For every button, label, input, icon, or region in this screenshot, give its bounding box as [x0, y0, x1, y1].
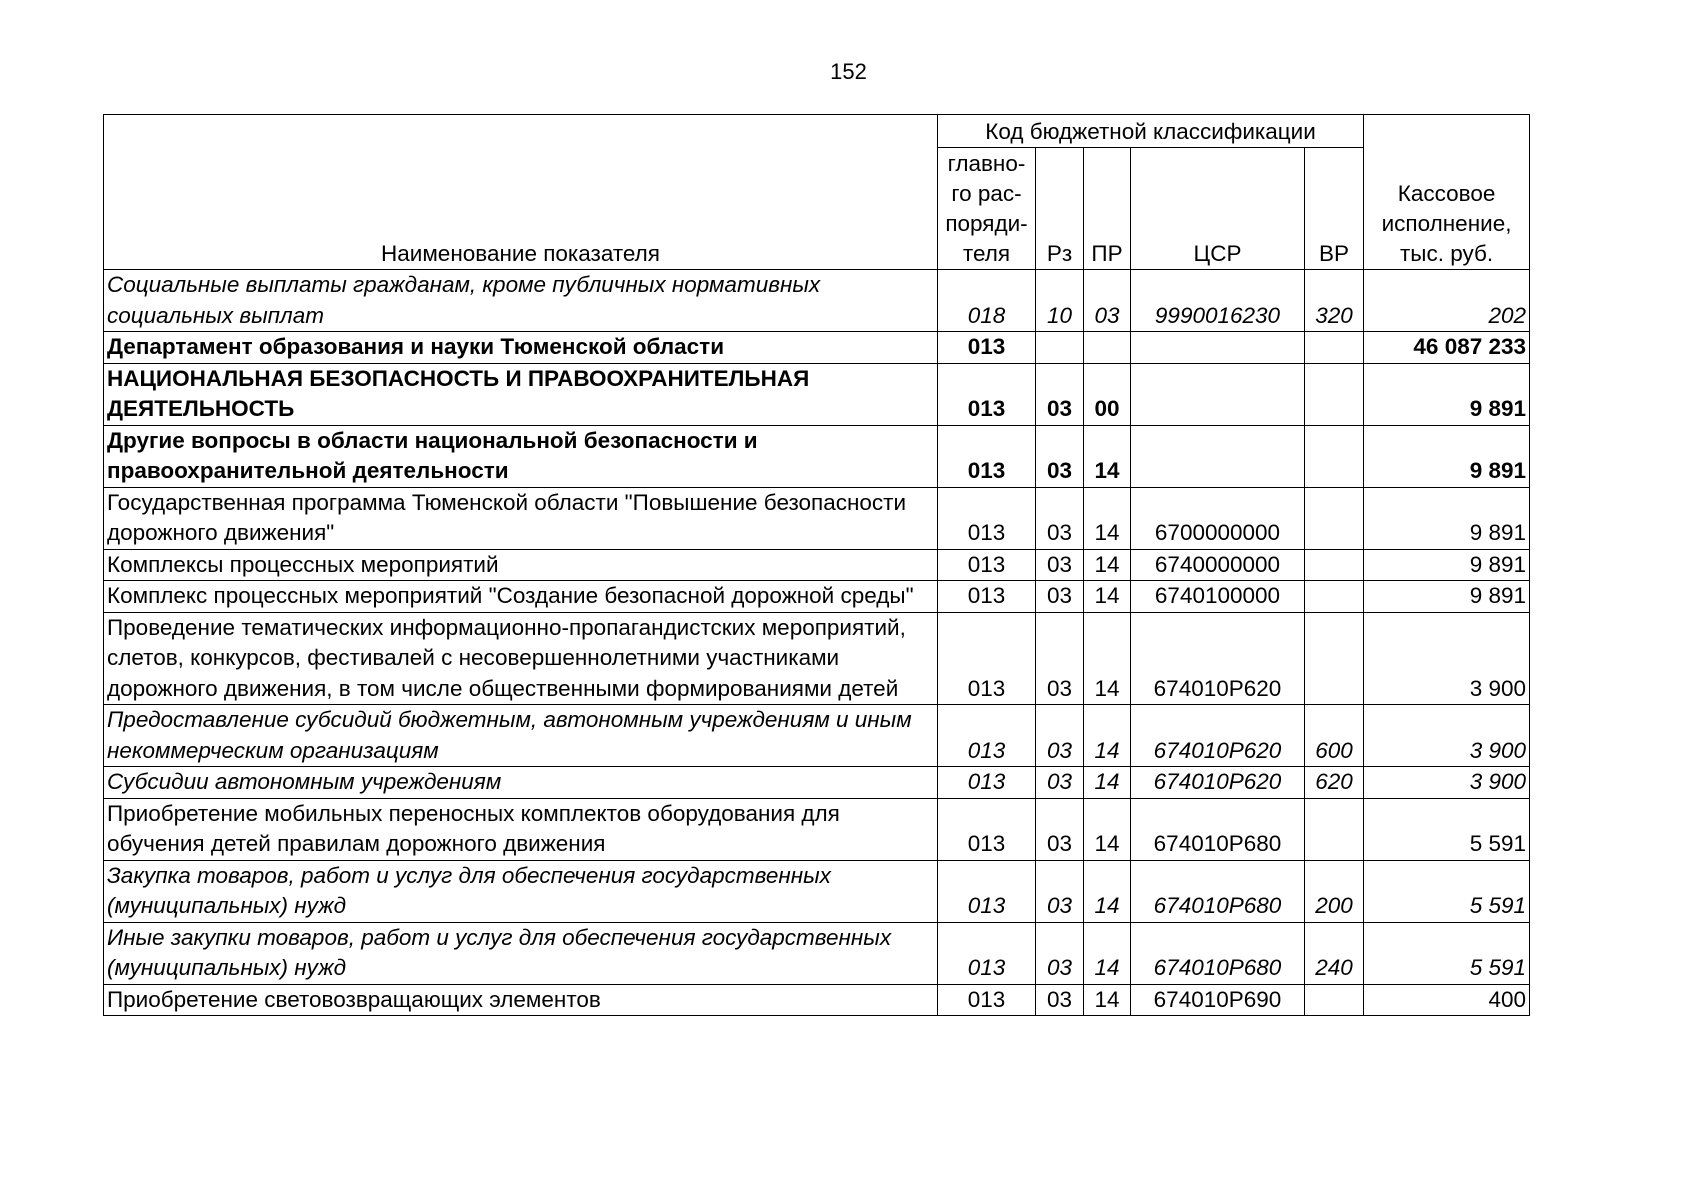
cell-rz: 03	[1036, 363, 1084, 425]
cell-pr: 14	[1084, 705, 1131, 767]
cell-vr	[1305, 798, 1364, 860]
table-row	[104, 860, 1530, 922]
cell-csr: 674010Р680	[1131, 922, 1305, 984]
table-row	[104, 363, 1530, 425]
cell-pr: 14	[1084, 984, 1131, 1016]
cell-vr: 240	[1305, 922, 1364, 984]
cell-pr: 14	[1084, 612, 1131, 705]
cell-rz: 03	[1036, 798, 1084, 860]
table-row	[104, 922, 1530, 984]
cell-rz: 03	[1036, 612, 1084, 705]
cell-glava: 013	[938, 860, 1036, 922]
header-csr: ЦСР	[1131, 148, 1305, 270]
cell-amount: 202	[1364, 270, 1530, 332]
cell-pr: 14	[1084, 922, 1131, 984]
cell-name: Департамент образования и науки Тюменской области	[104, 332, 938, 364]
cell-rz: 03	[1036, 425, 1084, 487]
cell-amount: 400	[1364, 984, 1530, 1016]
cell-vr	[1305, 549, 1364, 581]
cell-amount: 5 591	[1364, 860, 1530, 922]
table-row	[104, 270, 1530, 332]
cell-rz: 03	[1036, 487, 1084, 549]
cell-rz: 03	[1036, 922, 1084, 984]
cell-name: Предоставление субсидий бюджетным, автономным учреждениям и иным некоммерческим организациям	[104, 705, 938, 767]
cell-pr: 03	[1084, 270, 1131, 332]
cell-name: Приобретение мобильных переносных комплектов оборудования для обучения детей правилам дорожного движения	[104, 798, 938, 860]
cell-name: Закупка товаров, работ и услуг для обеспечения государственных (муниципальных) нужд	[104, 860, 938, 922]
cell-name: Социальные выплаты гражданам, кроме публичных нормативных социальных выплат	[104, 270, 938, 332]
cell-glava: 013	[938, 332, 1036, 364]
cell-glava: 018	[938, 270, 1036, 332]
header-vr: ВР	[1305, 148, 1364, 270]
cell-pr: 14	[1084, 767, 1131, 799]
header-kbk: Код бюджетной классификации	[938, 115, 1364, 148]
cell-name: Иные закупки товаров, работ и услуг для обеспечения государственных (муниципальных) нужд	[104, 922, 938, 984]
cell-glava: 013	[938, 705, 1036, 767]
cell-rz	[1036, 332, 1084, 364]
cell-amount: 5 591	[1364, 922, 1530, 984]
cell-vr	[1305, 363, 1364, 425]
page-number: 152	[830, 59, 867, 84]
cell-rz: 10	[1036, 270, 1084, 332]
table-row	[104, 549, 1530, 581]
cell-amount: 5 591	[1364, 798, 1530, 860]
cell-csr: 674010Р680	[1131, 860, 1305, 922]
cell-glava: 013	[938, 984, 1036, 1016]
cell-amount: 9 891	[1364, 581, 1530, 613]
cell-pr: 14	[1084, 487, 1131, 549]
cell-pr: 14	[1084, 549, 1131, 581]
cell-glava: 013	[938, 425, 1036, 487]
header-glava: главно-го рас-поряди-теля	[938, 148, 1036, 270]
cell-vr: 620	[1305, 767, 1364, 799]
table-row	[104, 984, 1530, 1016]
cell-name: Государственная программа Тюменской области "Повышение безопасности дорожного движения"	[104, 487, 938, 549]
table-header	[104, 115, 1530, 270]
table-row	[104, 705, 1530, 767]
cell-rz: 03	[1036, 581, 1084, 613]
cell-csr: 674010Р620	[1131, 767, 1305, 799]
cell-csr: 674010Р690	[1131, 984, 1305, 1016]
cell-pr: 00	[1084, 363, 1131, 425]
cell-rz: 03	[1036, 860, 1084, 922]
table-row	[104, 581, 1530, 613]
cell-pr	[1084, 332, 1131, 364]
cell-csr	[1131, 332, 1305, 364]
cell-amount: 9 891	[1364, 425, 1530, 487]
cell-amount: 9 891	[1364, 363, 1530, 425]
cell-csr	[1131, 363, 1305, 425]
cell-vr: 200	[1305, 860, 1364, 922]
cell-vr	[1305, 487, 1364, 549]
header-pr: ПР	[1084, 148, 1131, 270]
cell-csr: 6740100000	[1131, 581, 1305, 613]
cell-amount: 46 087 233	[1364, 332, 1530, 364]
cell-glava: 013	[938, 767, 1036, 799]
cell-name: Комплекс процессных мероприятий "Создание безопасной дорожной среды"	[104, 581, 938, 613]
cell-amount: 3 900	[1364, 705, 1530, 767]
cell-amount: 9 891	[1364, 549, 1530, 581]
cell-amount: 9 891	[1364, 487, 1530, 549]
cell-rz: 03	[1036, 705, 1084, 767]
cell-name: НАЦИОНАЛЬНАЯ БЕЗОПАСНОСТЬ И ПРАВООХРАНИТЕЛЬНАЯ ДЕЯТЕЛЬНОСТЬ	[104, 363, 938, 425]
cell-csr: 9990016230	[1131, 270, 1305, 332]
cell-glava: 013	[938, 798, 1036, 860]
table-row	[104, 767, 1530, 799]
table-row	[104, 798, 1530, 860]
cell-name: Другие вопросы в области национальной безопасности и правоохранительной деятельности	[104, 425, 938, 487]
cell-vr: 320	[1305, 270, 1364, 332]
table-row	[104, 487, 1530, 549]
table-body	[104, 270, 1530, 1016]
cell-vr	[1305, 425, 1364, 487]
cell-vr	[1305, 612, 1364, 705]
table-row	[104, 332, 1530, 364]
cell-rz: 03	[1036, 984, 1084, 1016]
cell-name: Приобретение световозвращающих элементов	[104, 984, 938, 1016]
cell-csr: 6700000000	[1131, 487, 1305, 549]
budget-table	[103, 114, 1530, 1016]
cell-amount: 3 900	[1364, 767, 1530, 799]
cell-pr: 14	[1084, 860, 1131, 922]
header-amount: Кассовое исполнение, тыс. руб.	[1364, 115, 1530, 270]
cell-glava: 013	[938, 549, 1036, 581]
header-rz: Рз	[1036, 148, 1084, 270]
cell-vr	[1305, 984, 1364, 1016]
header-name: Наименование показателя	[104, 115, 938, 270]
cell-glava: 013	[938, 612, 1036, 705]
table-row	[104, 612, 1530, 705]
cell-csr: 6740000000	[1131, 549, 1305, 581]
cell-rz: 03	[1036, 549, 1084, 581]
cell-csr: 674010Р620	[1131, 612, 1305, 705]
cell-vr	[1305, 581, 1364, 613]
cell-pr: 14	[1084, 425, 1131, 487]
cell-vr: 600	[1305, 705, 1364, 767]
cell-name: Субсидии автономным учреждениям	[104, 767, 938, 799]
cell-csr: 674010Р680	[1131, 798, 1305, 860]
cell-pr: 14	[1084, 798, 1131, 860]
cell-glava: 013	[938, 487, 1036, 549]
cell-name: Проведение тематических информационно-пропагандистских мероприятий, слетов, конкурсов, фестивалей с несовершеннолетними участниками дорожного движения, в том числе общественными формированиями детей	[104, 612, 938, 705]
cell-glava: 013	[938, 922, 1036, 984]
cell-csr: 674010Р620	[1131, 705, 1305, 767]
cell-name: Комплексы процессных мероприятий	[104, 549, 938, 581]
cell-pr: 14	[1084, 581, 1131, 613]
cell-amount: 3 900	[1364, 612, 1530, 705]
table-row	[104, 425, 1530, 487]
cell-vr	[1305, 332, 1364, 364]
cell-glava: 013	[938, 581, 1036, 613]
cell-glava: 013	[938, 363, 1036, 425]
cell-csr	[1131, 425, 1305, 487]
cell-rz: 03	[1036, 767, 1084, 799]
